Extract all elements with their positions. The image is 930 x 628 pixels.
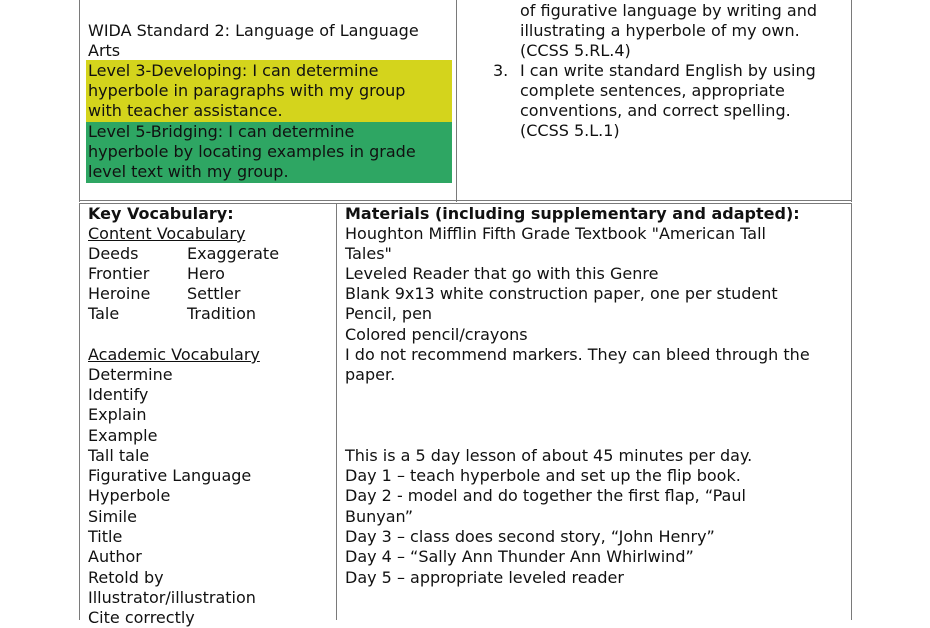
- content-term: Settler: [187, 284, 241, 303]
- table-right-border-top: [851, 0, 852, 202]
- objective2-line1: of figurative language by writing and: [520, 1, 817, 20]
- objective2-line2: illustrating a hyperbole of my own.: [520, 21, 800, 40]
- materials-line: Blank 9x13 white construction paper, one per student: [345, 284, 778, 303]
- materials-line: Colored pencil/crayons: [345, 325, 528, 344]
- level3-line1: Level 3-Developing: I can determine: [88, 61, 379, 80]
- content-term: Hero: [187, 264, 225, 283]
- schedule-line: Day 3 – class does second story, “John Henry”: [345, 527, 715, 546]
- level3-line2: hyperbole in paragraphs with my group: [88, 81, 406, 100]
- academic-term: Tall tale: [88, 446, 150, 465]
- objective3-line3: conventions, and correct spelling.: [520, 101, 791, 120]
- academic-term: Identify: [88, 385, 149, 404]
- academic-term: Author: [88, 547, 142, 566]
- materials-line: Houghton Mifflin Fifth Grade Textbook "American Tall: [345, 224, 766, 243]
- table-right-border-bottom: [851, 203, 852, 620]
- materials-line: Leveled Reader that go with this Genre: [345, 264, 659, 283]
- objective3-line4: (CCSS 5.L.1): [520, 121, 620, 140]
- level5-line2: hyperbole by locating examples in grade: [88, 142, 416, 161]
- materials-heading: Materials (including supplementary and adapted):: [345, 204, 800, 223]
- schedule-line: Bunyan”: [345, 507, 414, 526]
- materials-line: Pencil, pen: [345, 304, 433, 323]
- academic-term: Example: [88, 426, 158, 445]
- content-term: Heroine: [88, 284, 151, 303]
- materials-line: I do not recommend markers. They can bleed through the: [345, 345, 810, 364]
- schedule-line: Day 4 – “Sally Ann Thunder Ann Whirlwind”: [345, 547, 694, 566]
- materials-line: paper.: [345, 365, 396, 384]
- table-middle-divider-top: [456, 0, 457, 202]
- academic-term: Hyperbole: [88, 486, 171, 505]
- level5-line3: level text with my group.: [88, 162, 289, 181]
- academic-term: Illustrator/illustration: [88, 588, 256, 607]
- level3-line3: with teacher assistance.: [88, 101, 283, 120]
- wida-heading-line1: WIDA Standard 2: Language of Language: [88, 21, 419, 40]
- content-term: Exaggerate: [187, 244, 280, 263]
- academic-term: Simile: [88, 507, 137, 526]
- academic-term: Cite correctly: [88, 608, 195, 627]
- schedule-line: Day 1 – teach hyperbole and set up the flip book.: [345, 466, 741, 485]
- content-term: Frontier: [88, 264, 150, 283]
- content-term: Tradition: [187, 304, 257, 323]
- objective3-line2: complete sentences, appropriate: [520, 81, 785, 100]
- academic-term: Figurative Language: [88, 466, 252, 485]
- materials-line: Tales": [345, 244, 392, 263]
- objective3-line1: I can write standard English by using: [520, 61, 816, 80]
- vocabulary-heading: Key Vocabulary:: [88, 204, 234, 223]
- level5-line1: Level 5-Bridging: I can determine: [88, 122, 355, 141]
- table-row-divider: [79, 200, 852, 201]
- academic-term: Retold by: [88, 568, 164, 587]
- academic-term: Explain: [88, 405, 147, 424]
- wida-heading-line2: Arts: [88, 41, 121, 60]
- schedule-line: Day 5 – appropriate leveled reader: [345, 568, 624, 587]
- content-term: Deeds: [88, 244, 139, 263]
- objective2-line3: (CCSS 5.RL.4): [520, 41, 631, 60]
- content-vocabulary-heading: Content Vocabulary: [88, 224, 246, 243]
- academic-term: Determine: [88, 365, 173, 384]
- content-term: Tale: [88, 304, 120, 323]
- academic-vocabulary-heading: Academic Vocabulary: [88, 345, 260, 364]
- table-left-border-bottom: [79, 203, 80, 620]
- table-left-border-top: [79, 0, 80, 202]
- schedule-line: Day 2 - model and do together the first flap, “Paul: [345, 486, 746, 505]
- schedule-line: This is a 5 day lesson of about 45 minutes per day.: [345, 446, 753, 465]
- table-middle-divider-bottom: [336, 203, 337, 620]
- objective3-number: 3.: [493, 61, 509, 80]
- academic-term: Title: [88, 527, 123, 546]
